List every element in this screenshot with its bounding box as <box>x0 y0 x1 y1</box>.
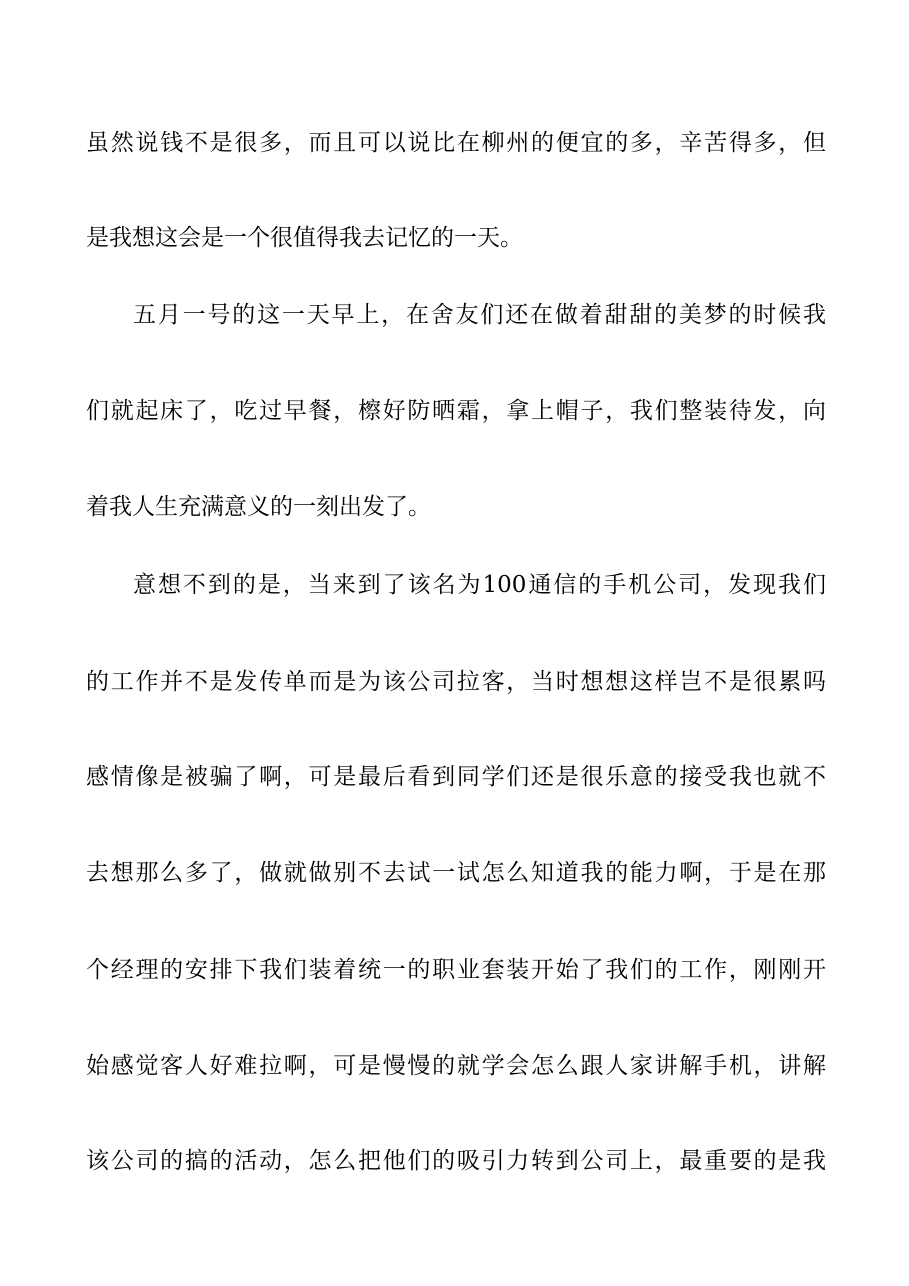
text-line-5: 着我人生充满意义的一刻出发了。 <box>86 494 431 520</box>
text-line-8: 感情像是被骗了啊，可是最后看到同学们还是很乐意的接受我也就不 <box>86 764 826 790</box>
text-line-9: 去想那么多了，做就做别不去试一试怎么知道我的能力啊，于是在那 <box>86 860 826 886</box>
text-line-4: 们就起床了，吃过早餐，檫好防晒霜，拿上帽子，我们整装待发，向 <box>86 398 826 424</box>
text-line-10: 个经理的安排下我们装着统一的职业套装开始了我们的工作，刚刚开 <box>86 957 826 983</box>
text-line-6: 意想不到的是，当来到了该名为100通信的手机公司，发现我们 <box>133 572 826 598</box>
text-line-3: 五月一号的这一天早上，在舍友们还在做着甜甜的美梦的时候我 <box>133 302 826 328</box>
text-line-1: 虽然说钱不是很多，而且可以说比在柳州的便宜的多，辛苦得多，但 <box>86 130 826 156</box>
text-line-11: 始感觉客人好难拉啊，可是慢慢的就学会怎么跟人家讲解手机，讲解 <box>86 1053 826 1079</box>
text-line-2: 是我想这会是一个很值得我去记忆的一天。 <box>86 225 523 251</box>
text-line-12: 该公司的搞的活动，怎么把他们的吸引力转到公司上，最重要的是我 <box>86 1148 826 1174</box>
text-line-7: 的工作并不是发传单而是为该公司拉客，当时想想这样岂不是很累吗 <box>86 669 826 695</box>
